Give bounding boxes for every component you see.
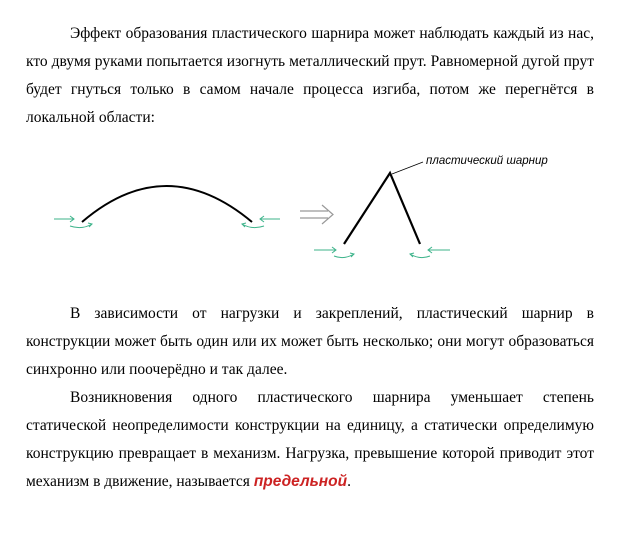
- hinged-right-moment-arrow: [410, 247, 450, 258]
- hinged-left-moment-arrow: [314, 247, 354, 258]
- arc-rod: [82, 186, 252, 222]
- paragraph-intro: Эффект образования пластического шарнира может наблюдать каждый из нас, кто двумя руками попытается изогнуть металлический прут. Равномерной дугой прут будет гнуться только в самом начале процесса изгиба, потом же перегнётся в локальной области:: [26, 25, 594, 126]
- implies-arrow: [300, 205, 333, 224]
- document-page: [26, 20, 594, 496]
- hinge-label: пластический шарнир: [426, 155, 548, 167]
- paragraph-mechanism: [26, 384, 594, 496]
- term-limit-load: предельной: [253, 473, 348, 490]
- hinged-rod: [344, 173, 420, 244]
- paragraph-mechanism-text: Возникновения одного пластического шарнира уменьшает степень статической неопределимости конструкции на единицу, а статически определимую конструкцию превращает в механизм. Нагрузка, превышение которой приводит этот механизм в движение, называется: [26, 389, 594, 490]
- bending-figure: [26, 132, 594, 300]
- paragraph-hinges: В зависимости от нагрузки и закреплений, пластический шарнир в конструкции может быть один или их может быть несколько; они могут образоваться синхронно или поочерёдно и так далее.: [26, 305, 594, 378]
- paragraph-mechanism-end: .: [347, 473, 351, 490]
- hinge-leader-line: [392, 162, 423, 174]
